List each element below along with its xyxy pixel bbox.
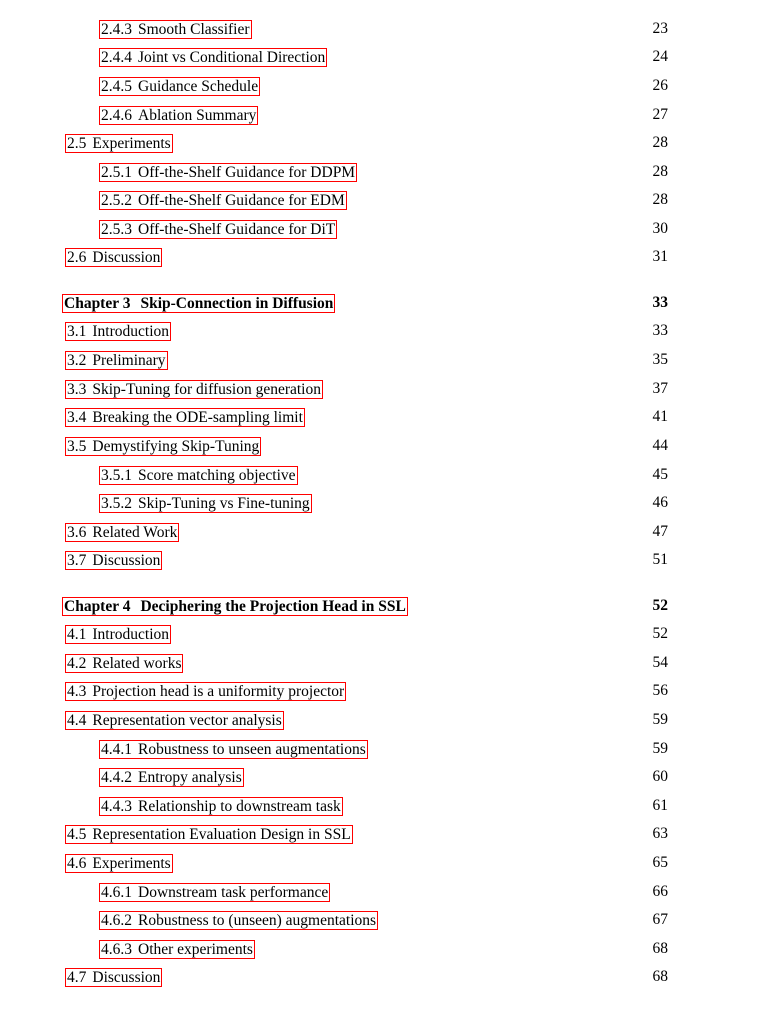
toc-title: Skip-Tuning vs Fine-tuning: [138, 495, 310, 512]
toc-entry: [0, 597, 759, 621]
toc-page-number: 47: [652, 523, 668, 540]
toc-entry: [0, 408, 759, 432]
toc-page-number: 68: [652, 940, 668, 957]
toc-page-number: 27: [652, 106, 668, 123]
toc-number: 3.3: [67, 381, 87, 398]
toc-link-subsection[interactable]: [99, 494, 312, 513]
toc-page-number: 52: [652, 597, 668, 614]
toc-entry: [0, 191, 759, 215]
toc-number: 4.6: [67, 855, 87, 872]
toc-page-number: 51: [652, 551, 668, 568]
toc-page-number: 24: [652, 48, 668, 65]
toc-entry: [0, 248, 759, 272]
toc-link-section[interactable]: [65, 682, 346, 701]
toc-title: Demystifying Skip-Tuning: [92, 438, 260, 455]
toc-entry: [0, 740, 759, 764]
toc-title: Skip-Tuning for diffusion generation: [92, 381, 321, 398]
toc-number: 2.4.3: [101, 21, 132, 38]
toc-entry: [0, 797, 759, 821]
toc-number: 3.5.2: [101, 495, 132, 512]
toc-link-subsection[interactable]: [99, 911, 378, 930]
toc-page-number: 67: [652, 911, 668, 928]
toc-link-section[interactable]: [65, 523, 179, 542]
toc-title: Discussion: [92, 552, 161, 569]
toc-link-section[interactable]: [65, 854, 173, 873]
toc-title: Off-the-Shelf Guidance for DiT: [138, 221, 336, 238]
toc-title: Preliminary: [92, 352, 166, 369]
toc-title: Related Work: [92, 524, 178, 541]
toc-entry: [0, 968, 759, 992]
toc-title: Guidance Schedule: [138, 78, 259, 95]
toc-link-section[interactable]: [65, 322, 171, 341]
toc-number: 4.6.3: [101, 941, 132, 958]
toc-link-chapter[interactable]: [62, 597, 408, 616]
toc-title: Breaking the ODE-sampling limit: [92, 409, 303, 426]
toc-link-subsection[interactable]: [99, 883, 330, 902]
toc-page-number: 46: [652, 494, 668, 511]
toc-title: Entropy analysis: [138, 769, 242, 786]
toc-title: Downstream task performance: [138, 884, 329, 901]
toc-number: 2.5.3: [101, 221, 132, 238]
toc-number: Chapter 4: [64, 598, 131, 615]
toc-link-section[interactable]: [65, 380, 323, 399]
toc-page-number: 37: [652, 380, 668, 397]
toc-link-chapter[interactable]: [62, 294, 335, 313]
toc-number: 3.4: [67, 409, 87, 426]
toc-number: 4.6.2: [101, 912, 132, 929]
toc-link-section[interactable]: [65, 654, 183, 673]
toc-link-section[interactable]: [65, 408, 305, 427]
toc-entry: [0, 106, 759, 130]
toc-title: Introduction: [92, 626, 169, 643]
toc-number: 2.6: [67, 249, 87, 266]
toc-number: 3.7: [67, 552, 87, 569]
toc-title: Smooth Classifier: [138, 21, 250, 38]
toc-number: 4.6.1: [101, 884, 132, 901]
toc-number: 3.6: [67, 524, 87, 541]
toc-title: Introduction: [92, 323, 169, 340]
toc-number: 4.7: [67, 969, 87, 986]
toc-entry: [0, 682, 759, 706]
toc-entry: [0, 654, 759, 678]
toc-title: Score matching objective: [138, 467, 296, 484]
toc-page-number: 26: [652, 77, 668, 94]
toc-link-subsection[interactable]: [99, 940, 255, 959]
toc-link-section[interactable]: [65, 351, 168, 370]
toc-number: 4.2: [67, 655, 87, 672]
toc-link-section[interactable]: [65, 625, 171, 644]
toc-link-section[interactable]: [65, 437, 261, 456]
toc-entry: [0, 322, 759, 346]
toc-entry: [0, 551, 759, 575]
toc-page-number: 44: [652, 437, 668, 454]
toc-link-section[interactable]: [65, 551, 162, 570]
toc-title: Discussion: [92, 249, 161, 266]
toc-entry: [0, 825, 759, 849]
toc-page-number: 31: [652, 248, 668, 265]
toc-entry: [0, 911, 759, 935]
toc-entry: [0, 466, 759, 490]
toc-link-section[interactable]: [65, 825, 353, 844]
toc-title: Off-the-Shelf Guidance for DDPM: [138, 164, 356, 181]
toc-page-number: 52: [652, 625, 668, 642]
toc-entry: [0, 768, 759, 792]
toc-entry: [0, 20, 759, 44]
toc-entry: [0, 294, 759, 318]
toc-page-number: 45: [652, 466, 668, 483]
toc-title: Robustness to unseen augmentations: [138, 741, 366, 758]
toc-page-number: 28: [652, 191, 668, 208]
toc-link-subsection[interactable]: [99, 48, 327, 67]
toc-number: 4.4.1: [101, 741, 132, 758]
toc-title: Related works: [92, 655, 182, 672]
toc-title: Joint vs Conditional Direction: [138, 49, 326, 66]
toc-number: 2.4.5: [101, 78, 132, 95]
toc-page-number: 60: [652, 768, 668, 785]
toc-page-number: 28: [652, 134, 668, 151]
toc-number: 3.5.1: [101, 467, 132, 484]
toc-number: 2.5: [67, 135, 87, 152]
toc-number: 4.4: [67, 712, 87, 729]
toc-title: Off-the-Shelf Guidance for EDM: [138, 192, 345, 209]
toc-title: Relationship to downstream task: [138, 798, 341, 815]
toc-page-number: 41: [652, 408, 668, 425]
toc-title: Ablation Summary: [138, 107, 257, 124]
toc-number: Chapter 3: [64, 295, 131, 312]
toc-title: Experiments: [92, 855, 171, 872]
toc-link-section[interactable]: [65, 248, 162, 267]
toc-entry: [0, 77, 759, 101]
toc-link-subsection[interactable]: [99, 20, 252, 39]
toc-link-section[interactable]: [65, 134, 173, 153]
toc-page-number: 54: [652, 654, 668, 671]
toc-entry: [0, 48, 759, 72]
toc-entry: [0, 940, 759, 964]
toc-number: 4.4.3: [101, 798, 132, 815]
toc-link-subsection[interactable]: [99, 191, 347, 210]
toc-link-subsection[interactable]: [99, 768, 244, 787]
toc-page-number: 59: [652, 711, 668, 728]
toc-title: Projection head is a uniformity projector: [92, 683, 345, 700]
toc-entry: [0, 380, 759, 404]
toc-number: 3.5: [67, 438, 87, 455]
toc-page-number: 56: [652, 682, 668, 699]
toc-number: 4.5: [67, 826, 87, 843]
toc-title: Skip-Connection in Diffusion: [140, 295, 334, 312]
toc-link-subsection[interactable]: [99, 163, 357, 182]
toc-page-number: 65: [652, 854, 668, 871]
toc-page-number: 28: [652, 163, 668, 180]
toc-page-number: 30: [652, 220, 668, 237]
toc-number: 3.2: [67, 352, 87, 369]
toc-number: 4.1: [67, 626, 87, 643]
toc-number: 2.5.1: [101, 164, 132, 181]
toc-page-number: 66: [652, 883, 668, 900]
toc-entry: [0, 854, 759, 878]
toc-link-subsection[interactable]: [99, 106, 258, 125]
toc-title: Robustness to (unseen) augmentations: [138, 912, 377, 929]
toc-page-number: 68: [652, 968, 668, 985]
toc-link-section[interactable]: [65, 968, 162, 987]
toc-page-number: 23: [652, 20, 668, 37]
toc-title: Representation vector analysis: [92, 712, 282, 729]
toc-page-number: 33: [652, 294, 668, 311]
toc-link-subsection[interactable]: [99, 797, 343, 816]
toc-page-number: 63: [652, 825, 668, 842]
toc-number: 2.4.6: [101, 107, 132, 124]
toc-page-number: 35: [652, 351, 668, 368]
toc-link-subsection[interactable]: [99, 77, 260, 96]
toc-number: 4.4.2: [101, 769, 132, 786]
toc-entry: [0, 134, 759, 158]
toc-entry: [0, 625, 759, 649]
toc-entry: [0, 437, 759, 461]
toc-number: 2.4.4: [101, 49, 132, 66]
toc-link-section[interactable]: [65, 711, 284, 730]
toc-entry: [0, 883, 759, 907]
toc-title: Discussion: [92, 969, 161, 986]
toc-number: 2.5.2: [101, 192, 132, 209]
toc-link-subsection[interactable]: [99, 740, 368, 759]
toc-entry: [0, 523, 759, 547]
toc-title: Representation Evaluation Design in SSL: [92, 826, 351, 843]
toc-number: 3.1: [67, 323, 87, 340]
toc-title: Deciphering the Projection Head in SSL: [140, 598, 406, 615]
toc-page-number: 33: [652, 322, 668, 339]
toc-title: Experiments: [92, 135, 171, 152]
toc-title: Other experiments: [138, 941, 253, 958]
toc-entry: [0, 351, 759, 375]
toc-link-subsection[interactable]: [99, 466, 298, 485]
toc-entry: [0, 163, 759, 187]
toc-page-number: 61: [652, 797, 668, 814]
toc-number: 4.3: [67, 683, 87, 700]
toc-entry: [0, 220, 759, 244]
toc-page-number: 59: [652, 740, 668, 757]
toc-entry: [0, 494, 759, 518]
toc-link-subsection[interactable]: [99, 220, 337, 239]
toc-entry: [0, 711, 759, 735]
